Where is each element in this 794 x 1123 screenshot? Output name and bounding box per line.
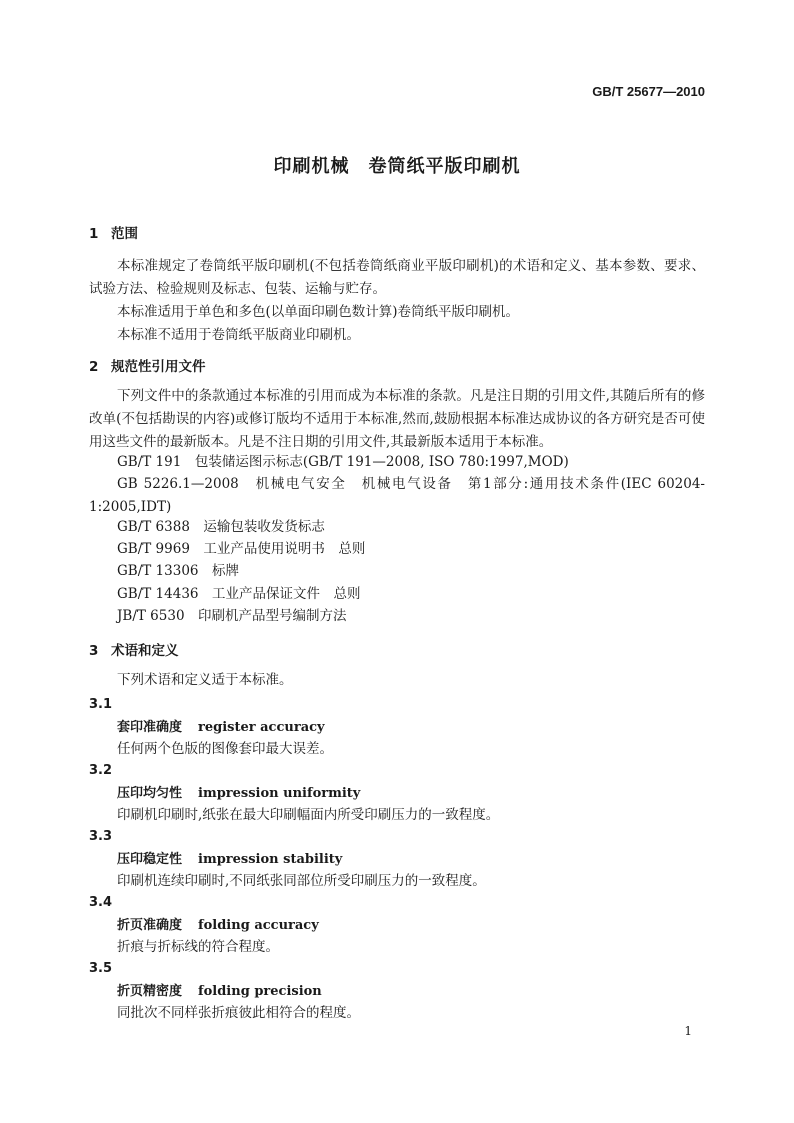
- term-entry: [117, 980, 322, 999]
- term-entry: [117, 848, 342, 867]
- references-intro: 下列文件中的条款通过本标准的引用而成为本标准的条款。凡是注日期的引用文件,其随后所有的修改单(不包括勘误的内容)或修订版均不适用于本标准,然而,鼓励根据本标准达成协议的各方研究是否可使用这些文件的最新版本。凡是不注日期的引用文件,其最新版本适用于本标准。: [89, 388, 705, 450]
- section-heading-references: [89, 355, 206, 375]
- section-number: 2: [89, 359, 99, 375]
- section-title: 范围: [111, 226, 138, 242]
- reference-item: GB/T 9969 工业产品使用说明书 总则: [117, 541, 366, 557]
- term-chinese: 压印均匀性: [117, 786, 183, 801]
- term-definition: 印刷机连续印刷时,不同纸张同部位所受印刷压力的一致程度。: [117, 873, 486, 889]
- reference-item: GB/T 14436 工业产品保证文件 总则: [117, 586, 361, 602]
- document-title: 印刷机械 卷筒纸平版印刷机: [273, 156, 521, 177]
- term-entry: [117, 914, 319, 933]
- term-chinese: 压印稳定性: [117, 852, 183, 867]
- term-definition: 折痕与折标线的符合程度。: [117, 939, 279, 955]
- section-heading-terms: [89, 639, 179, 659]
- term-english: impression stability: [198, 852, 343, 867]
- scope-paragraph: 本标准规定了卷筒纸平版印刷机(不包括卷筒纸商业平版印刷机)的术语和定义、基本参数、要求、试验方法、检验规则及标志、包装、运输与贮存。: [89, 258, 705, 297]
- term-english: register accuracy: [198, 720, 325, 735]
- term-english: folding precision: [198, 984, 322, 999]
- reference-item: JB/T 6530 印刷机产品型号编制方法: [117, 608, 347, 624]
- section-number: 1: [89, 226, 99, 242]
- clause-number: 3.3: [89, 829, 113, 844]
- term-entry: [117, 782, 360, 801]
- term-english: impression uniformity: [198, 786, 361, 801]
- section-title: 术语和定义: [111, 643, 179, 659]
- reference-item: GB 5226.1—2008 机械电气安全 机械电气设备 第1部分:通用技术条件(IEC 60204-1:2005,IDT): [89, 476, 705, 515]
- term-chinese: 折页准确度: [117, 918, 183, 933]
- scope-paragraph: 本标准不适用于卷筒纸平版商业印刷机。: [117, 327, 360, 343]
- term-definition: 任何两个色版的图像套印最大误差。: [117, 741, 333, 757]
- term-definition: 印刷机印刷时,纸张在最大印刷幅面内所受印刷压力的一致程度。: [117, 807, 500, 823]
- reference-item: GB/T 6388 运输包装收发货标志: [117, 519, 325, 535]
- term-chinese: 套印准确度: [117, 720, 183, 735]
- term-entry: [117, 716, 325, 735]
- section-heading-scope: [89, 222, 138, 242]
- scope-paragraph: 本标准适用于单色和多色(以单面印刷色数计算)卷筒纸平版印刷机。: [117, 304, 520, 320]
- section-title: 规范性引用文件: [111, 359, 206, 375]
- clause-number: 3.5: [89, 961, 113, 976]
- terms-intro: 下列术语和定义适于本标准。: [117, 672, 293, 688]
- standard-code: GB/T 25677—2010: [592, 84, 705, 99]
- term-english: folding accuracy: [198, 918, 319, 933]
- clause-number: 3.2: [89, 763, 113, 778]
- section-number: 3: [89, 643, 99, 659]
- clause-number: 3.1: [89, 697, 113, 712]
- page-number: 1: [684, 1024, 692, 1038]
- term-definition: 同批次不同样张折痕彼此相符合的程度。: [117, 1005, 360, 1021]
- clause-number: 3.4: [89, 895, 113, 910]
- reference-item: GB/T 13306 标牌: [117, 563, 239, 579]
- term-chinese: 折页精密度: [117, 984, 183, 999]
- reference-item: GB/T 191 包装储运图示标志(GB/T 191—2008, ISO 780:1997,MOD): [117, 454, 569, 470]
